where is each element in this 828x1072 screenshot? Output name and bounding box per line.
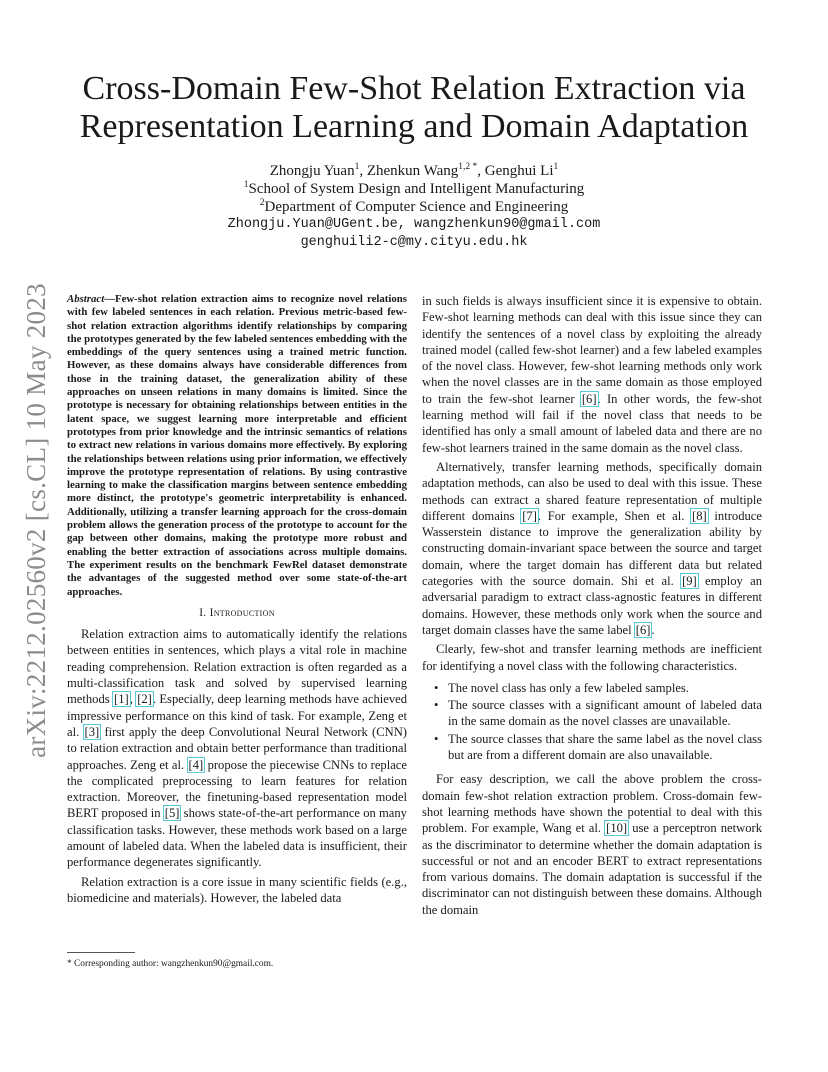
text-run: in such fields is always insufficient since it is expensive to obtain. Few-shot learning methods can deal with this issue since they can identify the sentences of a novel class by exploiting the already trained model (called few-shot learner) and a few labeled examples of the novel class. However, few-shot learning methods only work when the novel classes are in the same domain as those employed to train the few-shot learner [422, 294, 762, 406]
text-run: introduce Wasserstein distance to improve the generalization ability by constructing domain-invariant space between the source and target domain, where the target domain has different data but related categories with the source domain. Shi et al. [422, 508, 762, 589]
author-sep-2: , [477, 163, 485, 179]
affiliation-1 [100, 180, 728, 198]
bullet-icon: • [434, 698, 439, 713]
abstract [67, 293, 407, 599]
intro-paragraph-2: Relation extraction is a core issue in many scientific fields (e.g., biomedicine and materials). However, the labeled data [67, 874, 407, 905]
right-paragraph-1 [422, 293, 762, 456]
text-run: . [651, 622, 655, 637]
section-heading-introduction: I. Introduction [199, 606, 275, 619]
list-item [422, 731, 762, 764]
citation-link[interactable]: [6] [581, 391, 597, 406]
list-item-text: The source classes with a significant amount of labeled data in the same domain as the novel classes are unavailable. [448, 698, 762, 729]
paper-title [40, 70, 788, 146]
author-3-sup: 1 [553, 162, 559, 172]
text-run: . For example, Shen et al. [537, 508, 692, 523]
right-paragraph-3: Clearly, few-shot and transfer learning methods are inefficient for identifying a novel class with the following characteristics. [422, 642, 762, 673]
text-run: Alternatively, transfer learning methods, specifically domain adaptation methods, can also be used to deal with this issue. These methods can extract a shared feature representation of multiple different domains [422, 459, 762, 523]
email-line-1: Zhongju.Yuan@UGent.be, wangzhenkun90@gmail.com [227, 217, 601, 232]
author-1: Zhongju Yuan [269, 163, 355, 179]
right-column [422, 293, 762, 921]
text-run: first apply the deep Convolutional Neural Network (CNN) to relation extraction and obtain better performance than traditional approaches. Zeng et al. [67, 724, 408, 772]
title-line-1: Cross-Domain Few-Shot Relation Extraction via [82, 70, 746, 107]
bullet-icon: • [434, 731, 439, 746]
citation-link[interactable]: [3] [84, 724, 100, 739]
left-column [67, 293, 407, 909]
text-run: , [129, 692, 137, 707]
list-item-text: The novel class has only a few labeled samples. [448, 680, 689, 695]
affiliation-2 [100, 198, 728, 216]
author-block [100, 162, 728, 252]
arxiv-id-text: arXiv:2212.02560v2 [cs.CL] 10 May 2023 [20, 282, 51, 758]
text-run: propose the piecewise CNNs to replace the complicated preprocessing to learn features for relation extraction. Moreover, the finetuning-based representation model BERT proposed in [67, 757, 407, 821]
corresponding-author-footnote: * Corresponding author: wangzhenkun90@gmail.com. [67, 959, 274, 969]
text-run: use a perceptron network as the discriminator to determine whether the domain adaptation is successful or not and an encoder BERT to extract representations from various domains. The domain adaptation is successful if the discriminator can not distinguish between these domains. Although the domain [422, 821, 762, 917]
text-run: For easy description, we call the above problem the cross-domain few-shot relation extraction problem. Cross-domain few-shot learning methods have shown the potential to deal with this problem. For example, Wang et al. [422, 772, 762, 836]
text-run: Relation extraction aims to automatically identify the relations between entities in sentences, which plays a vital role in machine reading comprehension. Relation extraction is often regarded as a multi-classification task and solved by supervised learning methods [67, 627, 407, 707]
email-line-2: genghuili2-c@my.cityu.edu.hk [300, 235, 528, 250]
citation-link[interactable]: [2] [137, 692, 152, 707]
title-line-2: Representation Learning and Domain Adaptation [79, 108, 749, 145]
arxiv-identifier-stamp [20, 280, 52, 760]
citation-link[interactable]: [7] [522, 508, 537, 523]
text-run: shows state-of-the-art performance on many classification tasks. However, these methods work based on a large amount of labeled data. When the labeled data is insufficient, their performance degenerates significantly. [67, 806, 407, 870]
affiliation-2-text: Department of Computer Science and Engineering [264, 199, 569, 215]
citation-link[interactable]: [9] [682, 574, 697, 589]
author-1-sup: 1 [354, 162, 360, 172]
affiliation-1-text: School of System Design and Intelligent Manufacturing [248, 181, 585, 197]
citation-link[interactable]: [6] [635, 622, 651, 637]
citation-link[interactable]: [5] [164, 806, 180, 821]
author-sep-1: , [359, 163, 367, 179]
abstract-body: —Few-shot relation extraction aims to recognize novel relations with few labeled sentences in each relation. Previous metric-based few-shot relation extraction algorithms identify relationships by comparing the prototypes generated by the few labeled sentences embedding with the embeddings of the query sentences using a trained metric function. However, as these domains always have considerable differences from those in the training dataset, the generalization ability of these approaches on unseen relations in many domains is limited. Since the prototype is necessary for obtaining relationships between entities in the latent space, we suggest learning more interpretable and efficient prototypes from prior knowledge and the intrinsic semantics of relations to extract new relations in various domains more effectively. By exploring the relationships between relations using prior information, we effectively improve the prototype representation of relations. By using contrastive learning to make the classification margins between sentence embedding more distinct, the prototype's geometric interpretability is enhanced. Additionally, utilizing a transfer learning approach for the cross-domain problem allows the generation process of the prototype to account for the gap between other domains, making the prototype more robust and enabling the better extraction of associations across multiple domains. The experiment results on the benchmark FewRel dataset demonstrate the advantages of the suggested method over some state-of-the-art approaches. [67, 293, 407, 598]
text-run: . In other words, the few-shot learning method will fail if the novel class that needs to be identified has only a small amount of labeled data and there are no few-shot learners trained in the same domain as the novel class. [422, 391, 762, 455]
bullet-icon: • [434, 680, 439, 695]
text-run: . Especially, deep learning methods have achieved impressive performance on this kind of task. For example, Zeng et al. [67, 692, 408, 739]
author-names [100, 162, 728, 180]
list-item [422, 680, 762, 696]
characteristics-list [422, 680, 762, 763]
citation-link[interactable]: [8] [692, 508, 707, 523]
affiliation-2-sup: 2 [259, 198, 265, 208]
author-2-sup: 1,2 * [458, 162, 478, 172]
author-3: Genghui Li [484, 163, 554, 179]
citation-link[interactable]: [4] [188, 757, 204, 772]
footnote-divider [67, 952, 135, 953]
abstract-lead: Abstract [67, 293, 105, 305]
list-item [422, 697, 762, 730]
text-run: employ an adversarial paradigm to extract class-agnostic features in different domains. However, these methods only work when the source and target domain classes have the same label [422, 574, 762, 637]
citation-link[interactable]: [1] [114, 692, 129, 707]
intro-paragraph-1 [67, 626, 407, 870]
right-paragraph-2 [422, 459, 762, 638]
author-2: Zhenkun Wang [366, 163, 459, 179]
list-item-text: The source classes that share the same label as the novel class but are from a different domain are also unavailable. [448, 731, 762, 763]
citation-link[interactable]: [10] [606, 821, 628, 836]
right-paragraph-4 [422, 771, 762, 918]
affiliation-1-sup: 1 [243, 180, 249, 190]
